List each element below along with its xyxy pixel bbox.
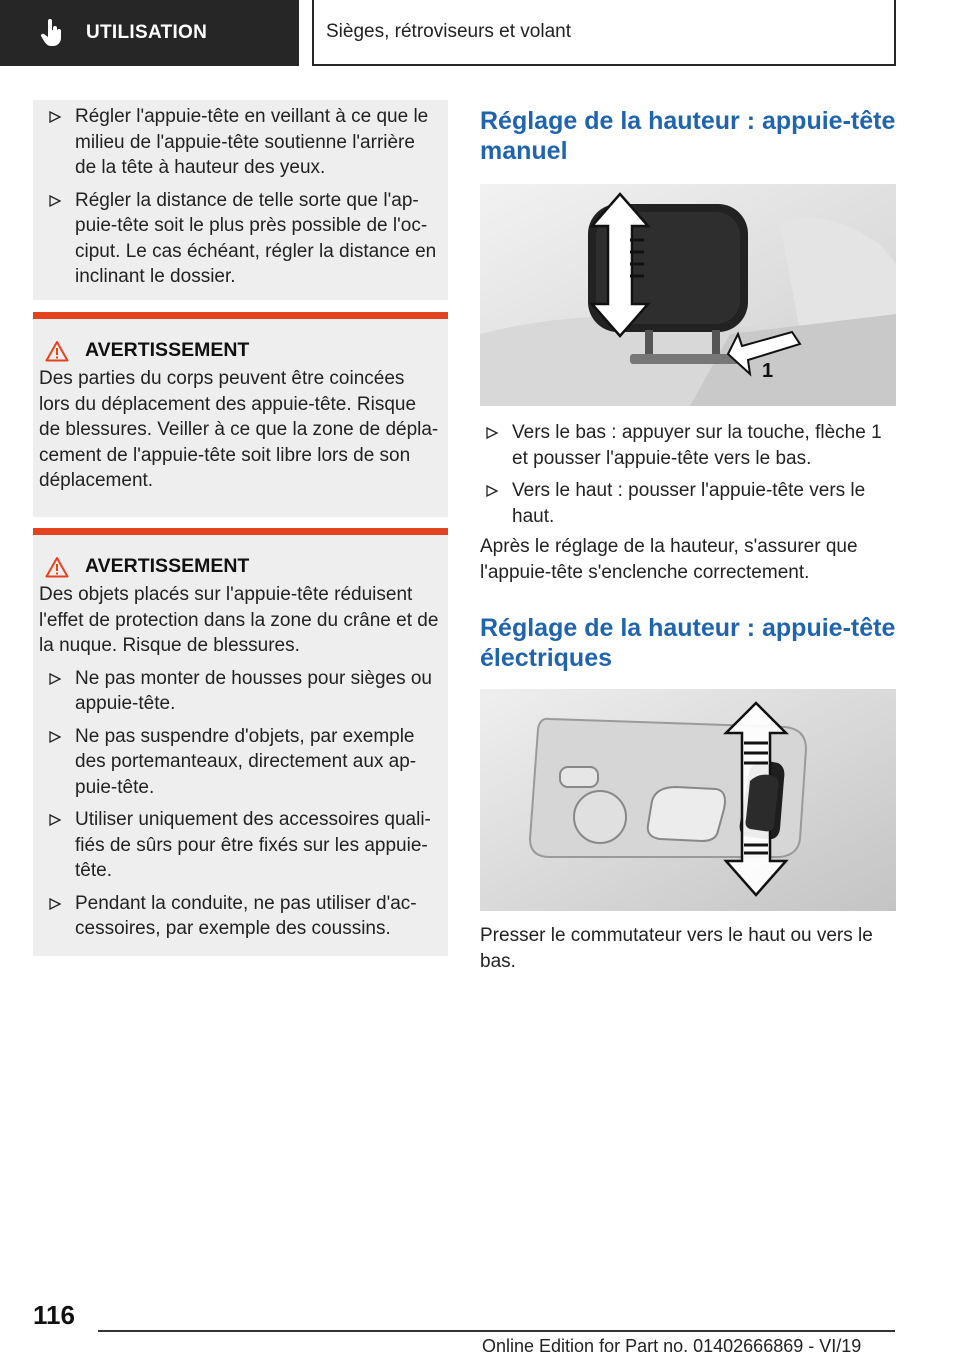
list-item: Vers le haut : pousser l'appuie-tête vers le haut. [480, 478, 896, 529]
warning-title: AVERTISSEMENT [39, 555, 440, 578]
instruction-box [33, 100, 448, 300]
warning-box-pinching [33, 312, 448, 517]
page-number: 116 [33, 1300, 75, 1330]
seat-switch-illustration [480, 689, 896, 911]
section-heading-manual: Réglage de la hauteur : appuie-tête manuel [480, 107, 896, 165]
instruction-list [43, 104, 438, 290]
figure-manual-headrest [480, 184, 896, 406]
manual-steps-list [480, 420, 896, 529]
triangle-bullet-icon [49, 814, 61, 826]
warning-text: Des objets placés sur l'appuie-tête réduisent l'effet de protection dans la zone du crâne et de la nuque. Risque de blessures. [39, 584, 439, 656]
page-header [0, 0, 960, 66]
warning-list [39, 666, 440, 942]
list-item: Ne pas suspendre d'objets, par exemple des portemanteaux, directement aux ap-puie-tête. [43, 724, 440, 801]
warning-triangle-icon [45, 556, 69, 578]
chapter-title-box [312, 0, 896, 66]
triangle-bullet-icon [49, 195, 61, 207]
list-item: Régler l'appuie-tête en veillant à ce que le milieu de l'appuie-tête soutienne l'arrière de la tête à hauteur des yeux. [43, 104, 438, 181]
chapter-title: Sièges, rétroviseurs et volant [326, 21, 572, 42]
figure-electric-switch [480, 689, 896, 911]
triangle-bullet-icon [486, 427, 498, 439]
footer-divider [98, 1330, 895, 1332]
edition-text: Online Edition for Part no. 01402666869 - VI/19 [482, 1336, 862, 1356]
list-item: Pendant la conduite, ne pas utiliser d'ac-cessoires, par exemple des coussins. [43, 891, 440, 942]
list-item: Régler la distance de telle sorte que l'ap-puie-tête soit le plus près possible de l'oc-ciput. Le cas échéant, régler la distance en inclinant le dossier. [43, 188, 438, 290]
figure-callout-label: 1 [762, 360, 774, 382]
list-item: Vers le bas : appuyer sur la touche, flèche 1 et pousser l'appuie-tête vers le bas. [480, 420, 896, 471]
triangle-bullet-icon [49, 111, 61, 123]
headrest-illustration [480, 184, 896, 406]
triangle-bullet-icon [49, 731, 61, 743]
triangle-bullet-icon [486, 485, 498, 497]
section-heading-electric: Réglage de la hauteur : appuie-tête électriques [480, 614, 896, 672]
section-title: UTILISATION [86, 22, 208, 43]
triangle-bullet-icon [49, 898, 61, 910]
triangle-bullet-icon [49, 673, 61, 685]
list-item: Ne pas monter de housses pour sièges ou appuie-tête. [43, 666, 440, 717]
manual-note: Après le réglage de la hauteur, s'assurer que l'appuie-tête s'enclenche correctement. [480, 536, 858, 583]
electric-note: Presser le commutateur vers le haut ou vers le bas. [480, 925, 873, 972]
warning-box-objects [33, 528, 448, 956]
warning-triangle-icon [45, 340, 69, 362]
left-column [33, 100, 448, 956]
warning-title: AVERTISSEMENT [39, 339, 440, 362]
list-item: Utiliser uniquement des accessoires quali-fiés de sûrs pour être fixés sur les appuie-tête. [43, 807, 440, 884]
warning-text: Des parties du corps peuvent être coincées lors du déplacement des appuie-tête. Risque de blessures. Veiller à ce que la zone de dépla-cement de l'appuie-tête soit libre lors de son déplacement. [39, 368, 439, 491]
right-column [480, 100, 896, 974]
section-tab [0, 0, 299, 66]
hand-pointer-icon [40, 19, 64, 47]
